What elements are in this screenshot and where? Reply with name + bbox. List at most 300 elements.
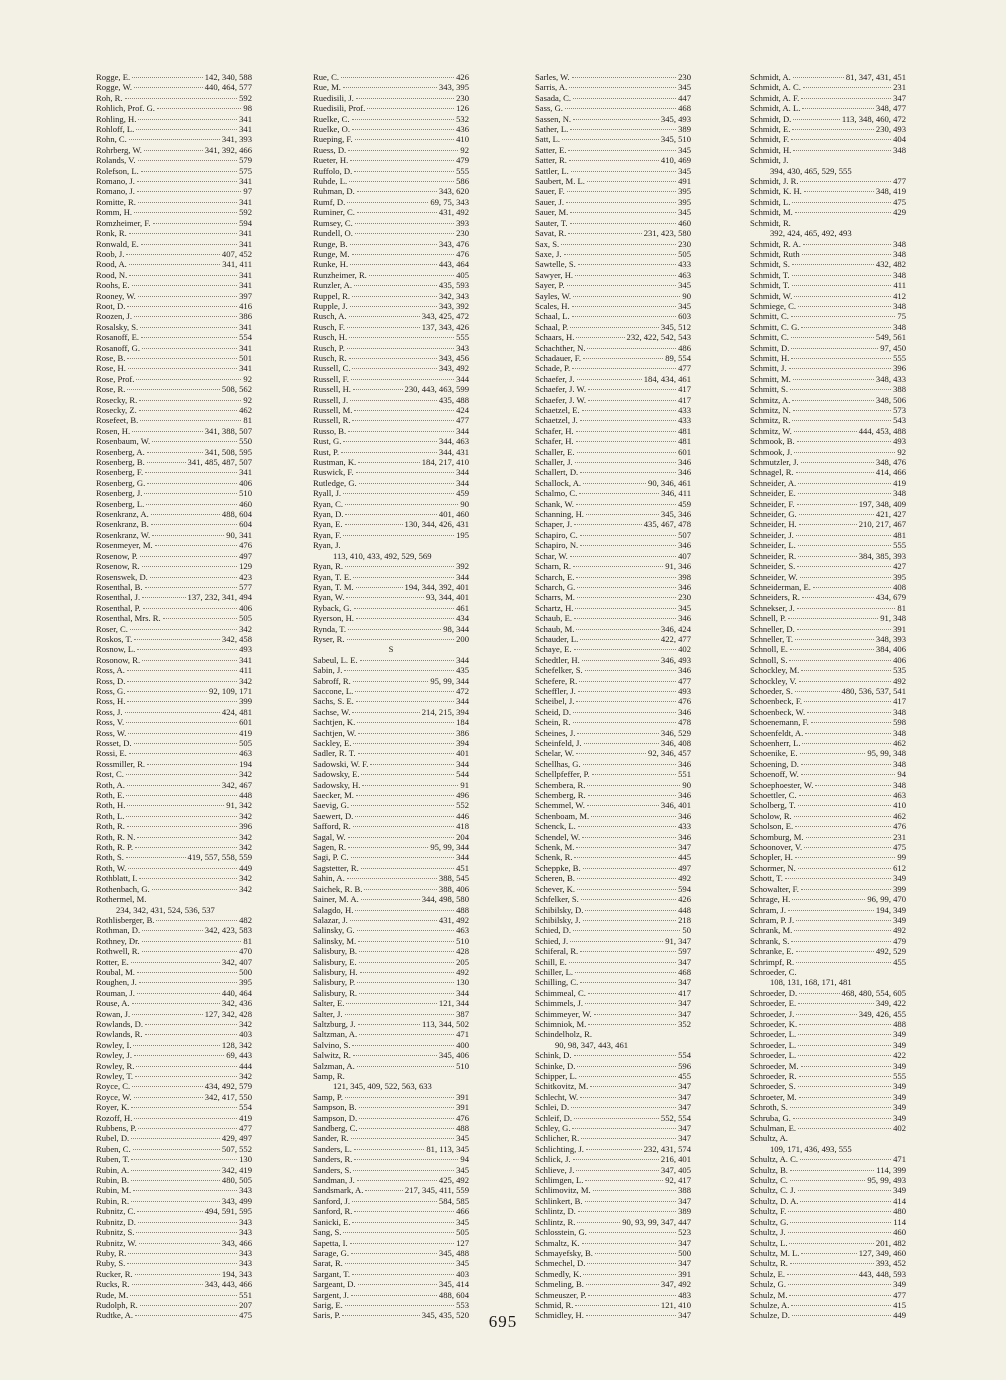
index-entry [313, 155, 469, 165]
entry-name: Rohn, C. [96, 134, 127, 145]
dot-leader [139, 400, 241, 401]
dot-leader [588, 795, 676, 796]
entry-pages: 232, 431, 574 [643, 1143, 691, 1154]
index-entry [535, 551, 691, 561]
entry-pages: 505 [239, 738, 252, 748]
entry-name: Schmaltz, K. [535, 1237, 580, 1248]
entry-pages: 184 [456, 717, 469, 728]
entry-name: Schultz, A. [750, 1133, 788, 1144]
entry-name: Schmidt, H. [750, 144, 792, 155]
index-entry [750, 270, 906, 280]
index-entry-continuation [313, 1081, 469, 1091]
entry-name: Ryerson, H. [313, 613, 354, 624]
dot-leader [785, 878, 891, 879]
dot-leader [798, 1055, 891, 1056]
entry-name: Ryan, T. M. [313, 581, 354, 592]
index-entry [535, 363, 691, 373]
entry-name: Sattler, L. [535, 165, 569, 176]
dot-leader [577, 878, 676, 879]
dot-leader [799, 524, 857, 525]
entry-name: Rogge, E. [96, 72, 131, 82]
entry-pages: 551 [239, 1289, 252, 1300]
entry-name: Saccone, L. [313, 685, 354, 696]
dot-leader [151, 514, 220, 515]
entry-name: Schulz, G. [750, 1279, 787, 1290]
dot-leader [138, 1222, 237, 1223]
entry-pages: 89, 554 [665, 352, 691, 363]
entry-pages: 345 [678, 207, 691, 218]
entry-pages: 81, 347, 431, 451 [845, 72, 906, 82]
entry-pages: 434 [456, 613, 469, 624]
entry-name: Schnoll, S. [750, 654, 788, 665]
entry-pages: 345, 493 [660, 113, 691, 124]
entry-pages: 434, 492, 579 [204, 1081, 252, 1092]
entry-pages: 347 [678, 1081, 691, 1092]
entry-pages: 342, 458 [221, 633, 252, 644]
dot-leader [354, 171, 454, 172]
entry-name: Rose, B. [96, 352, 126, 363]
entry-name: Saewert, D. [313, 810, 354, 821]
entry-name: Schaetzel, E. [535, 405, 580, 415]
index-entry [750, 239, 906, 249]
entry-pages: 90 [460, 498, 469, 509]
dot-leader [348, 629, 441, 630]
entry-pages: 210, 217, 467 [858, 519, 906, 530]
index-entry [750, 1133, 906, 1143]
index-entry [535, 748, 691, 758]
index-entry [313, 1029, 469, 1039]
index-entry [96, 884, 252, 894]
index-entry [750, 519, 906, 529]
dot-leader [353, 681, 429, 682]
entry-name: Schrimpf, R. [750, 956, 795, 967]
index-entry [750, 1029, 906, 1039]
dot-leader [794, 431, 857, 432]
dot-leader [570, 212, 676, 213]
dot-leader [349, 181, 454, 182]
entry-pages: 549, 561 [875, 332, 906, 343]
dot-leader [803, 87, 891, 88]
index-entry [313, 988, 469, 998]
dot-leader [127, 701, 237, 702]
dot-leader [128, 1253, 237, 1254]
entry-name: Sandman, J. [313, 1175, 355, 1186]
dot-leader [575, 972, 676, 973]
index-entry [535, 884, 691, 894]
dot-leader [796, 472, 874, 473]
index-entry [313, 884, 469, 894]
entry-pages: 435, 488 [438, 394, 469, 405]
entry-pages: 342 [239, 623, 252, 634]
dot-leader [362, 785, 458, 786]
entry-pages: 480 [893, 1206, 906, 1217]
entry-pages: 90, 93, 99, 347, 447 [622, 1216, 691, 1227]
index-entry [750, 155, 906, 165]
dot-leader [351, 1295, 437, 1296]
dot-leader [579, 493, 659, 494]
entry-name: Salter, J. [313, 1008, 343, 1019]
dot-leader [584, 743, 659, 744]
dot-leader [588, 993, 676, 994]
entry-name: Schlichting, J. [535, 1143, 584, 1154]
index-entry [96, 634, 252, 644]
entry-pages: 462 [239, 405, 252, 415]
entry-pages: 416 [239, 300, 252, 311]
entry-pages: 342 [239, 769, 252, 780]
entry-name: Ruedisili, J. [313, 92, 354, 103]
index-entry [313, 145, 469, 155]
dot-leader [801, 462, 874, 463]
entry-name: Rusch, A. [313, 311, 347, 322]
index-entry [313, 915, 469, 925]
dot-leader [351, 805, 454, 806]
entry-pages: 348, 393 [875, 633, 906, 644]
dot-leader [345, 504, 458, 505]
entry-pages: 346, 408 [660, 738, 691, 748]
entry-pages: 200 [456, 633, 469, 644]
entry-pages: 343 [239, 1258, 252, 1269]
index-entry [535, 436, 691, 446]
entry-pages: 584, 585 [438, 1195, 469, 1206]
entry-pages: 394, 430, 465, 529, 555 [770, 165, 852, 176]
entry-pages: 346 [678, 457, 691, 468]
dot-leader [793, 1118, 891, 1119]
entry-pages: 121, 410 [660, 1299, 691, 1310]
entry-name: Schlei, D. [535, 1102, 570, 1113]
dot-leader [349, 337, 454, 338]
dot-leader [349, 358, 437, 359]
index-entry [313, 176, 469, 186]
entry-name: Roth, L. [96, 810, 125, 821]
dot-leader [348, 847, 428, 848]
entry-name: Salvino, S. [313, 1039, 351, 1050]
entry-name: Saris, P. [313, 1310, 341, 1321]
dot-leader [588, 400, 676, 401]
entry-name: Schoeder, S. [750, 685, 793, 696]
entry-name: Russell, M. [313, 405, 353, 415]
entry-pages: 471 [893, 1154, 906, 1165]
index-entry [313, 998, 469, 1008]
index-entry [313, 977, 469, 987]
entry-name: Sagstetter, R. [313, 862, 359, 873]
dot-leader [790, 389, 891, 390]
index-entry [313, 1144, 469, 1154]
entry-pages: 440, 464, 577 [204, 82, 252, 93]
index-entry-continuation [313, 551, 469, 561]
dot-leader [343, 441, 437, 442]
entry-pages: 50 [682, 925, 691, 936]
index-entry [96, 1154, 252, 1164]
entry-pages: 395 [239, 977, 252, 988]
entry-pages: 347 [678, 956, 691, 967]
dot-leader [804, 191, 874, 192]
entry-name: Schruba, G. [750, 1112, 791, 1123]
entry-name: Schmitt, C. [750, 332, 789, 343]
entry-pages: 121, 344 [438, 998, 469, 1009]
entry-name: Schleif, D. [535, 1112, 572, 1123]
dot-leader [157, 108, 241, 109]
entry-name: Scholson, E. [750, 821, 794, 832]
dot-leader [127, 306, 237, 307]
entry-pages: 393, 452 [875, 1258, 906, 1269]
entry-name: Schenboam, M. [535, 810, 590, 821]
entry-name: Rowley, J. [96, 1050, 132, 1061]
entry-pages: 342, 419 [221, 1164, 252, 1175]
index-entry [750, 1165, 906, 1175]
entry-name: Schroeder, L. [750, 1029, 797, 1040]
dot-leader [792, 264, 874, 265]
entry-name: Sanford, R. [313, 1206, 353, 1217]
entry-pages: 81 [243, 935, 252, 946]
index-entry [96, 72, 252, 82]
dot-leader [568, 150, 676, 151]
entry-name: Rusch, H. [313, 332, 348, 343]
dot-leader [156, 920, 237, 921]
dot-leader [585, 670, 676, 671]
index-entry-continuation [750, 228, 906, 238]
entry-name: Sarris, A. [535, 82, 568, 93]
dot-leader [141, 244, 237, 245]
dot-leader [369, 275, 454, 276]
index-entry [96, 832, 252, 842]
entry-pages: 349 [893, 1029, 906, 1040]
dot-leader [131, 1107, 237, 1108]
index-entry [750, 82, 906, 92]
entry-name: Schefelker, S. [535, 665, 583, 676]
entry-name: Schmidley, H. [535, 1310, 584, 1321]
index-entry [750, 582, 906, 592]
dot-leader [360, 660, 454, 661]
dot-leader [798, 1190, 892, 1191]
index-entry [535, 259, 691, 269]
entry-pages: 194, 349 [875, 904, 906, 915]
index-entry [535, 218, 691, 228]
entry-pages: 575 [239, 165, 252, 176]
index-entry [96, 988, 252, 998]
entry-name: Roubal, M. [96, 966, 135, 977]
entry-name: Rolefson, L. [96, 165, 139, 176]
entry-pages: 429, 497 [221, 1133, 252, 1144]
entry-name: Sadowsky, H. [313, 779, 361, 790]
dot-leader [150, 577, 237, 578]
index-entry [313, 738, 469, 748]
entry-name: Rothenbach, G. [96, 883, 150, 894]
index-entry [313, 530, 469, 540]
entry-pages: 481 [678, 436, 691, 447]
dot-leader [577, 733, 659, 734]
index-entry [750, 1248, 906, 1258]
index-entry [313, 1009, 469, 1019]
entry-pages: 91, 342 [226, 800, 252, 811]
entry-name: Schaller, E. [535, 446, 575, 457]
dot-leader [345, 1014, 455, 1015]
entry-name: Schulze, A. [750, 1299, 790, 1310]
entry-pages: 435, 593 [438, 280, 469, 291]
index-entry [96, 270, 252, 280]
dot-leader [799, 1076, 891, 1077]
entry-pages: 349, 422 [875, 998, 906, 1009]
entry-name: Saubert, M. L. [535, 176, 585, 187]
entry-pages: 460 [239, 498, 252, 509]
entry-pages: 419 [239, 727, 252, 738]
index-entry [750, 1050, 906, 1060]
dot-leader [576, 701, 676, 702]
dot-leader [139, 982, 237, 983]
index-entry-continuation [750, 1144, 906, 1154]
index-entry [750, 1175, 906, 1185]
entry-pages: 497 [239, 550, 252, 561]
entry-pages: 194, 344, 392, 401 [404, 581, 469, 592]
index-entry [313, 1092, 469, 1102]
entry-name: Rosenthal, P. [96, 602, 141, 613]
entry-name: Ruedisili, Prof. [313, 103, 366, 114]
entry-pages: 343, 392 [438, 300, 469, 311]
entry-name: Schroeder, M. [750, 1060, 799, 1071]
index-entry [750, 592, 906, 602]
index-entry [535, 832, 691, 842]
dot-leader [356, 795, 454, 796]
index-entry [96, 114, 252, 124]
entry-pages: 411 [893, 280, 906, 291]
entry-pages: 544 [456, 769, 469, 780]
dot-leader [798, 1003, 874, 1004]
entry-name: Sauer, M. [535, 207, 569, 218]
entry-name: Scharch, G. [535, 581, 576, 592]
index-entry [535, 353, 691, 363]
dot-leader [352, 712, 419, 713]
index-entry [313, 572, 469, 582]
index-entry [96, 343, 252, 353]
index-entry [96, 405, 252, 415]
index-entry [750, 499, 906, 509]
dot-leader [573, 98, 676, 99]
entry-pages: 349 [893, 1102, 906, 1113]
dot-leader [141, 171, 237, 172]
entry-name: Sanford, J. [313, 1195, 350, 1206]
index-entry [750, 707, 906, 717]
entry-name: Schmeuszer, P. [535, 1289, 587, 1300]
entry-name: Schneller, T. [750, 633, 794, 644]
index-entry [96, 686, 252, 696]
entry-pages: 109, 171, 436, 493, 555 [770, 1143, 852, 1154]
entry-name: Ruelke, O. [313, 124, 350, 135]
entry-name: Schaefer, J. W. [535, 384, 586, 395]
entry-pages: 346 [678, 613, 691, 624]
entry-name: Schadauer, F. [535, 352, 581, 363]
entry-pages: 95, 99, 348 [867, 748, 906, 759]
entry-name: Schmid, R. [535, 1299, 574, 1310]
index-entry [313, 82, 469, 92]
entry-name: Rouman, J. [96, 987, 135, 998]
entry-name: Schneider, G. [750, 509, 797, 520]
dot-leader [574, 524, 642, 525]
entry-pages: 230, 443, 463, 599 [404, 384, 469, 395]
dot-leader [564, 254, 677, 255]
dot-leader [802, 108, 874, 109]
index-entry [313, 665, 469, 675]
entry-name: Ross, H. [96, 696, 126, 707]
entry-pages: 81 [243, 415, 252, 426]
entry-name: Schapiro, C. [535, 529, 578, 540]
entry-pages: 344 [456, 373, 469, 384]
entry-name: Rood, A. [96, 259, 127, 270]
index-entry [96, 1165, 252, 1175]
index-entry [535, 1248, 691, 1258]
dot-leader [352, 119, 455, 120]
index-entry [96, 93, 252, 103]
index-entry [535, 1071, 691, 1081]
dot-leader [355, 223, 454, 224]
index-entry [750, 134, 906, 144]
index-entry [313, 967, 469, 977]
entry-pages: 396 [239, 821, 252, 832]
entry-name: Satter, E. [535, 144, 567, 155]
entry-name: Rozoff, H. [96, 1112, 133, 1123]
dot-leader [343, 535, 454, 536]
dot-leader [797, 566, 891, 567]
index-entry [750, 1227, 906, 1237]
entry-name: Rumf, D. [313, 196, 346, 207]
entry-name: Schmidt, A. L. [750, 103, 801, 114]
entry-pages: 345 [456, 1133, 469, 1144]
index-entry [96, 1019, 252, 1029]
index-entry [96, 925, 252, 935]
entry-pages: 90, 98, 347, 443, 461 [555, 1039, 629, 1050]
entry-pages: 81, 113, 345 [426, 1143, 469, 1154]
entry-name: Rude, M. [96, 1289, 129, 1300]
entry-pages: 345 [678, 165, 691, 176]
index-entry [96, 145, 252, 155]
dot-leader [138, 119, 237, 120]
dot-leader [804, 847, 891, 848]
dot-leader [355, 139, 454, 140]
index-entry [750, 1081, 906, 1091]
entry-name: Sagal, W. [313, 831, 346, 842]
index-entry [313, 852, 469, 862]
dot-leader [573, 722, 677, 723]
entry-pages: 230 [678, 72, 691, 82]
dot-leader [352, 420, 454, 421]
index-entry [535, 603, 691, 613]
entry-pages: 594 [239, 217, 252, 228]
entry-pages: 90 [682, 290, 691, 301]
entry-name: Schaetzel, J. [535, 415, 578, 426]
entry-pages: 391 [678, 1268, 691, 1279]
entry-name: Schrank, S. [750, 935, 790, 946]
entry-pages: 501 [239, 352, 252, 363]
dot-leader [359, 1118, 454, 1119]
dot-leader [582, 660, 659, 661]
entry-name: Rubbens, P. [96, 1123, 137, 1134]
index-entry [313, 93, 469, 103]
entry-name: Schelar, W. [535, 748, 575, 759]
index-entry [313, 1102, 469, 1112]
index-entry [313, 582, 469, 592]
index-entry [750, 540, 906, 550]
entry-name: Rowlands, D. [96, 1018, 144, 1029]
dot-leader [801, 1253, 856, 1254]
dot-leader [578, 691, 676, 692]
index-entry [96, 457, 252, 467]
dot-leader [127, 805, 224, 806]
index-entry [96, 176, 252, 186]
entry-pages: 431, 492 [438, 207, 469, 218]
entry-name: Rosecky, R. [96, 394, 138, 405]
entry-name: Schefere, R. [535, 675, 578, 686]
entry-pages: 460 [678, 217, 691, 228]
index-entry [313, 800, 469, 810]
index-entry [313, 613, 469, 623]
